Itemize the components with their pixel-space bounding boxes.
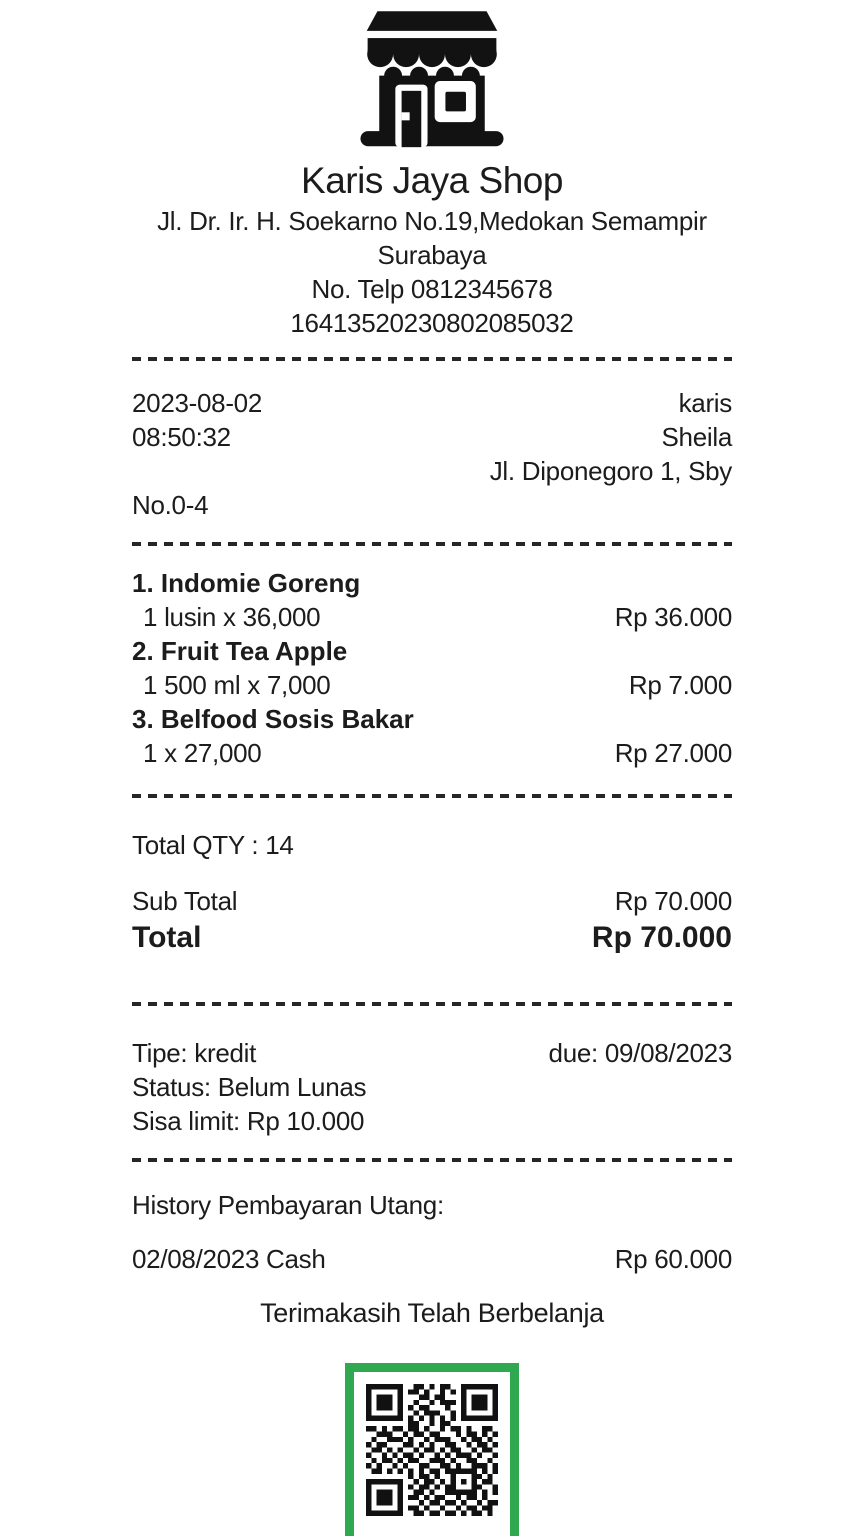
receipt-number: 16413520230802085032 [290,308,574,338]
item-total: Rp 7.000 [628,670,732,700]
subtotal-value: Rp 70.000 [614,886,732,916]
history-entry-label: 02/08/2023 Cash [132,1244,326,1274]
qr-frame [345,1363,519,1536]
customer-address: Jl. Diponegoro 1, Sby [489,456,732,486]
transaction-time: 08:50:32 [132,422,231,452]
qr-section [132,1363,732,1536]
list-item [132,566,732,634]
history-title: History Pembayaran Utang: [132,1190,444,1220]
item-name: 3. Belfood Sosis Bakar [132,704,414,734]
list-item [132,634,732,702]
order-number: No.0-4 [132,490,209,520]
list-item [132,702,732,770]
payment-type: Tipe: kredit [132,1038,257,1068]
item-qty-price: 1 lusin x 36,000 [143,602,321,632]
history-entry-amount: Rp 60.000 [614,1244,732,1274]
separator [132,357,732,361]
shop-logo [132,0,732,158]
payment-limit: Sisa limit: Rp 10.000 [132,1106,365,1136]
customer-name: Sheila [661,422,732,452]
payment-due-date: due: 09/08/2023 [548,1038,732,1068]
item-total: Rp 27.000 [614,738,732,768]
item-name: 2. Fruit Tea Apple [132,636,348,666]
transaction-date: 2023-08-02 [132,388,262,418]
item-qty-price: 1 x 27,000 [143,738,262,768]
qr-code [366,1384,498,1516]
item-list [132,566,732,770]
separator [132,1002,732,1006]
separator [132,542,732,546]
item-total: Rp 36.000 [614,602,732,632]
thank-you-message: Terimakasih Telah Berbelanja [260,1298,604,1328]
payment-info [132,1036,732,1138]
total-value: Rp 70.000 [591,921,732,954]
transaction-info [132,386,732,522]
item-name: 1. Indomie Goreng [132,568,361,598]
shop-address-line1: Jl. Dr. Ir. H. Soekarno No.19,Medokan Semampir [157,206,707,236]
receipt [132,0,732,1536]
cashier-name: karis [678,388,732,418]
payment-status: Status: Belum Lunas [132,1072,367,1102]
total-label: Total [132,921,202,954]
shop-phone: No. Telp 0812345678 [311,274,553,304]
storefront-icon [356,6,508,156]
separator [132,1158,732,1162]
item-qty-price: 1 500 ml x 7,000 [143,670,331,700]
shop-name: Karis Jaya Shop [301,160,563,201]
subtotal-label: Sub Total [132,886,238,916]
total-qty: Total QTY : 14 [132,830,294,860]
separator [132,794,732,798]
shop-address-line2: Surabaya [377,240,487,270]
